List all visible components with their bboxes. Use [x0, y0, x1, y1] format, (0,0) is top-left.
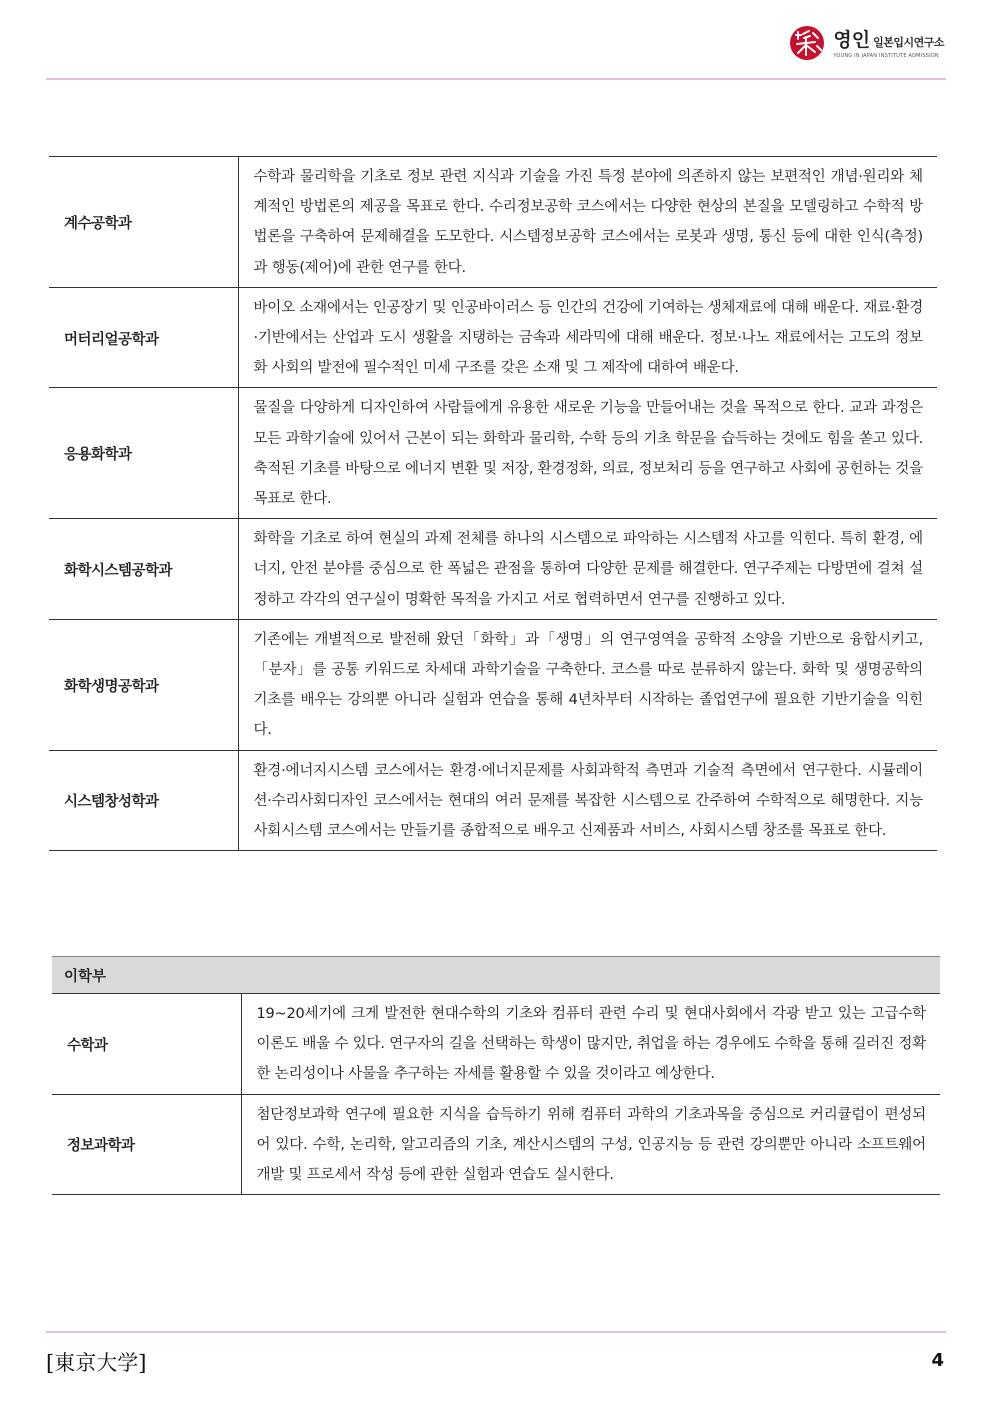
department-description: 바이오 소재에서는 인공장기 및 인공바이러스 등 인간의 건강에 기여하는 생체재료에 대해 배운다. 재료·환경·기반에서는 산업과 도시 생활을 지탱하는 금속과 세라믹에 대해 배운다. 정보·나노 재료에서는 고도의 정보화 사회의 발전에 필수적인 미세 구조를 갖은 소재 및 그 제작에 대하여 배운다. [238, 287, 937, 388]
table-row [52, 1094, 940, 1195]
brand-logo [787, 22, 944, 62]
table-row [49, 388, 937, 519]
department-name: 정보과학과 [52, 1094, 241, 1195]
department-description: 물질을 다양하게 디자인하여 사람들에게 유용한 새로운 기능을 만들어내는 것을 목적으로 한다. 교과 과정은 모든 과학기술에 있어서 근본이 되는 화학과 물리학, 수학 등의 기초 학문을 습득하는 것에도 힘을 쏟고 있다. 축적된 기초를 바탕으로 에너지 변환 및 저장, 환경정화, 의료, 정보처리 등을 연구하고 사회에 공헌하는 것을 목표로 한다. [238, 388, 937, 519]
department-description: 기존에는 개별적으로 발전해 왔던「화학」과「생명」의 연구영역을 공학적 소양을 기반으로 융합시키고,「분자」를 공통 키워드로 차세대 과학기술을 구축한다. 코스를 따로 분류하지 않는다. 화학 및 생명공학의 기초를 배우는 강의뿐 아니라 실험과 연습을 통해 4년차부터 시작하는 졸업연구에 필요한 기반기술을 익힌다. [238, 619, 937, 750]
department-name: 계수공학과 [49, 157, 238, 288]
table-row [49, 519, 937, 620]
page-number: 4 [931, 1350, 944, 1371]
department-name: 시스템창성학과 [49, 750, 238, 851]
table-row [49, 619, 937, 750]
department-description: 화학을 기초로 하여 현실의 과제 전체를 하나의 시스템으로 파악하는 시스템적 사고를 익힌다. 특히 환경, 에너지, 안전 분야를 중심으로 한 폭넓은 관점을 통하여 다양한 문제를 해결한다. 연구주제는 다방면에 걸쳐 설정하고 각각의 연구실이 명확한 목적을 가지고 서로 협력하면서 연구를 진행하고 있다. [238, 519, 937, 620]
table-row [52, 994, 940, 1095]
department-name: 머터리얼공학과 [49, 287, 238, 388]
department-description: 수학과 물리학을 기초로 정보 관련 지식과 기술을 가진 특정 분야에 의존하지 않는 보편적인 개념·원리와 체계적인 방법론의 제공을 목표로 한다. 수리정보공학 코스에서는 다양한 현상의 본질을 모델링하고 수학적 방법론을 구축하여 문제해결을 도모한다. 시스템정보공학 코스에서는 로봇과 생명, 통신 등에 대한 인식(측정)과 행동(제어)에 관한 연구를 한다. [238, 157, 937, 288]
table-row [49, 287, 937, 388]
section-title: 이학부 [52, 957, 940, 994]
department-name: 응용화학과 [49, 388, 238, 519]
department-description: 환경·에너지시스템 코스에서는 환경·에너지문제를 사회과학적 측면과 기술적 측면에서 연구한다. 시뮬레이션·수리사회디자인 코스에서는 현대의 여러 문제를 복잡한 시스템으로 간주하여 수학적으로 해명한다. 지능사회시스템 코스에서는 만들기를 종합적으로 배우고 신제품과 서비스, 사회시스템 창조를 목표로 한다. [238, 750, 937, 851]
section-header-row [52, 957, 940, 994]
footer-divider [46, 1331, 946, 1333]
table-row [49, 750, 937, 851]
logo-emblem-icon [787, 22, 827, 62]
department-description: 19~20세기에 크게 발전한 현대수학의 기초와 컴퓨터 관련 수리 및 현대사회에서 각광 받고 있는 고급수학 이론도 배울 수 있다. 연구자의 길을 선택하는 학생이 많지만, 취업을 하는 경우에도 수학을 통해 길러진 정확한 논리성이나 사물을 추구하는 자세를 활용할 수 있을 것이라고 예상한다. [241, 994, 940, 1095]
university-label: [東京大学] [46, 1351, 147, 1375]
department-name: 화학시스템공학과 [49, 519, 238, 620]
table-row [49, 157, 937, 288]
header-divider [46, 78, 946, 80]
logo-subtitle: 일본입시연구소 [873, 36, 944, 49]
department-name: 수학과 [52, 994, 241, 1095]
logo-brand-text: 영인 [833, 29, 871, 51]
department-name: 화학생명공학과 [49, 619, 238, 750]
science-department-table [52, 956, 940, 1195]
logo-english-text: YOUNG IN JAPAN INSTITUTE ADMISSION [833, 53, 939, 59]
department-description: 첨단정보과학 연구에 필요한 지식을 습득하기 위해 컴퓨터 과학의 기초과목을 중심으로 커리큘럼이 편성되어 있다. 수학, 논리학, 알고리즘의 기초, 계산시스템의 구성, 인공지능 등 관련 강의뿐만 아니라 소프트웨어 개발 및 프로세서 작성 등에 관한 실험과 연습도 실시한다. [241, 1094, 940, 1195]
engineering-department-table [49, 156, 937, 851]
